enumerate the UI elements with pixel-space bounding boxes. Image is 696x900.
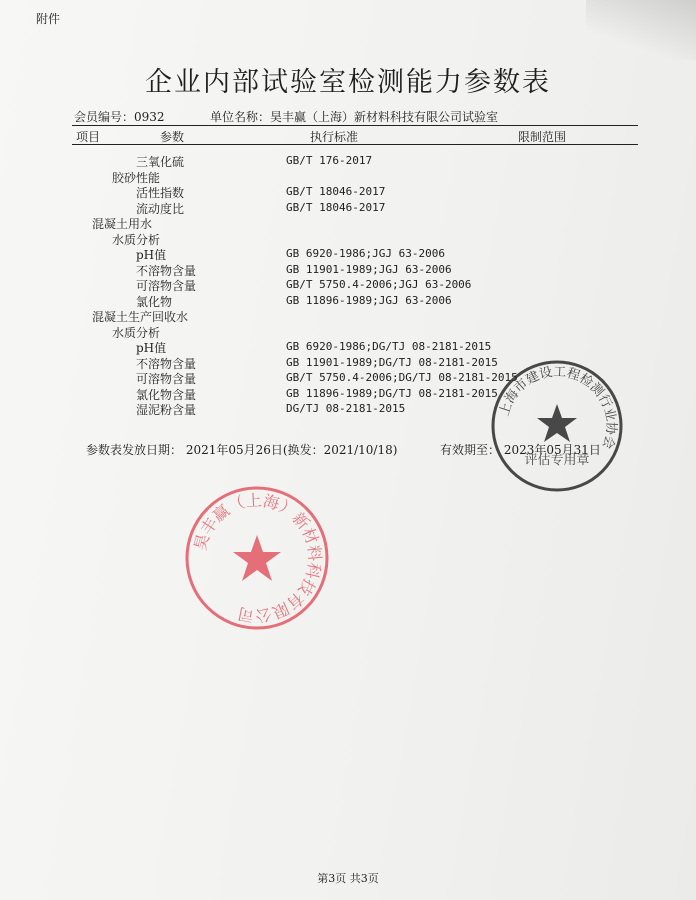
table-row-param: 活性指数 — [136, 186, 185, 200]
association-seal-text: 上海市建设工程检测行业协会 — [497, 364, 619, 451]
page-corner-shadow — [586, 0, 696, 60]
table-row-param: 不溶物含量 — [136, 263, 197, 278]
table-row-section: 水质分析 — [112, 232, 161, 247]
issue-date: 参数表发放日期： 2021年05月26日(换发：2021/10/18) — [86, 443, 398, 457]
table-row-param: pH值 — [136, 248, 167, 262]
table-row-standard: GB 11896-1989;DG/TJ 08-2181-2015 — [286, 386, 498, 400]
table-row-param: 可溶物含量 — [136, 279, 197, 293]
table-row-item: 混凝土用水 — [92, 217, 153, 231]
company-seal — [182, 483, 332, 633]
table-row-standard: GB 6920-1986;DG/TJ 08-2181-2015 — [286, 340, 492, 353]
table-row-param: pH值 — [136, 341, 167, 355]
table-row-standard: GB 6920-1986;JGJ 63-2006 — [286, 247, 445, 260]
table-row-param: 氯化物含量 — [136, 387, 197, 402]
header-standard: 执行标准 — [310, 130, 359, 144]
table-row-standard: GB/T 18046-2017 — [286, 200, 386, 214]
star-icon — [537, 404, 577, 442]
header-limit: 限制范围 — [518, 130, 567, 144]
table-row-standard: DG/TJ 08-2181-2015 — [286, 402, 406, 415]
table-row-standard: GB 11901-1989;JGJ 63-2006 — [286, 262, 452, 276]
header-item: 项目 — [76, 130, 101, 144]
association-seal-bottom-text: 评估专用章 — [524, 453, 590, 468]
table-row-param: 三氧化硫 — [136, 155, 185, 169]
table-top-rule — [72, 125, 638, 126]
member-number: 会员编号：0932 — [74, 110, 165, 124]
table-row-standard: GB/T 18046-2017 — [286, 185, 386, 198]
company-seal-text: 昊丰赢（上海）新材料科技有限公司 — [190, 490, 325, 626]
unit-name: 单位名称：昊丰赢（上海）新材料科技有限公司试验室 — [210, 110, 499, 124]
table-row-param: 不溶物含量 — [136, 356, 197, 371]
table-row-item: 混凝土生产回收水 — [92, 310, 189, 324]
table-row-param: 流动度比 — [136, 201, 185, 216]
table-row-standard: GB/T 5750.4-2006;DG/TJ 08-2181-2015 — [286, 371, 518, 384]
table-row-standard: GB/T 176-2017 — [286, 154, 373, 167]
table-header-rule — [72, 144, 638, 145]
page-title: 企业内部试验室检测能力参数表 — [145, 67, 551, 98]
valid-until: 有效期至： 2023年05月31日 — [440, 443, 601, 457]
page-number: 第3页 共3页 — [317, 872, 379, 885]
star-icon — [233, 535, 281, 581]
table-row-param: 湿泥粉含量 — [136, 403, 197, 417]
table-row-standard: GB/T 5750.4-2006;JGJ 63-2006 — [286, 278, 472, 291]
header-param: 参数 — [160, 130, 185, 144]
table-row-standard: GB 11896-1989;JGJ 63-2006 — [286, 293, 452, 307]
table-row-param: 可溶物含量 — [136, 372, 197, 386]
table-row-section: 胶砂性能 — [112, 170, 161, 185]
association-seal — [487, 356, 627, 496]
attachment-label: 附件 — [36, 12, 61, 26]
table-row-section: 水质分析 — [112, 325, 161, 340]
table-row-standard: GB 11901-1989;DG/TJ 08-2181-2015 — [286, 355, 498, 369]
table-row-param: 氯化物 — [136, 294, 173, 309]
